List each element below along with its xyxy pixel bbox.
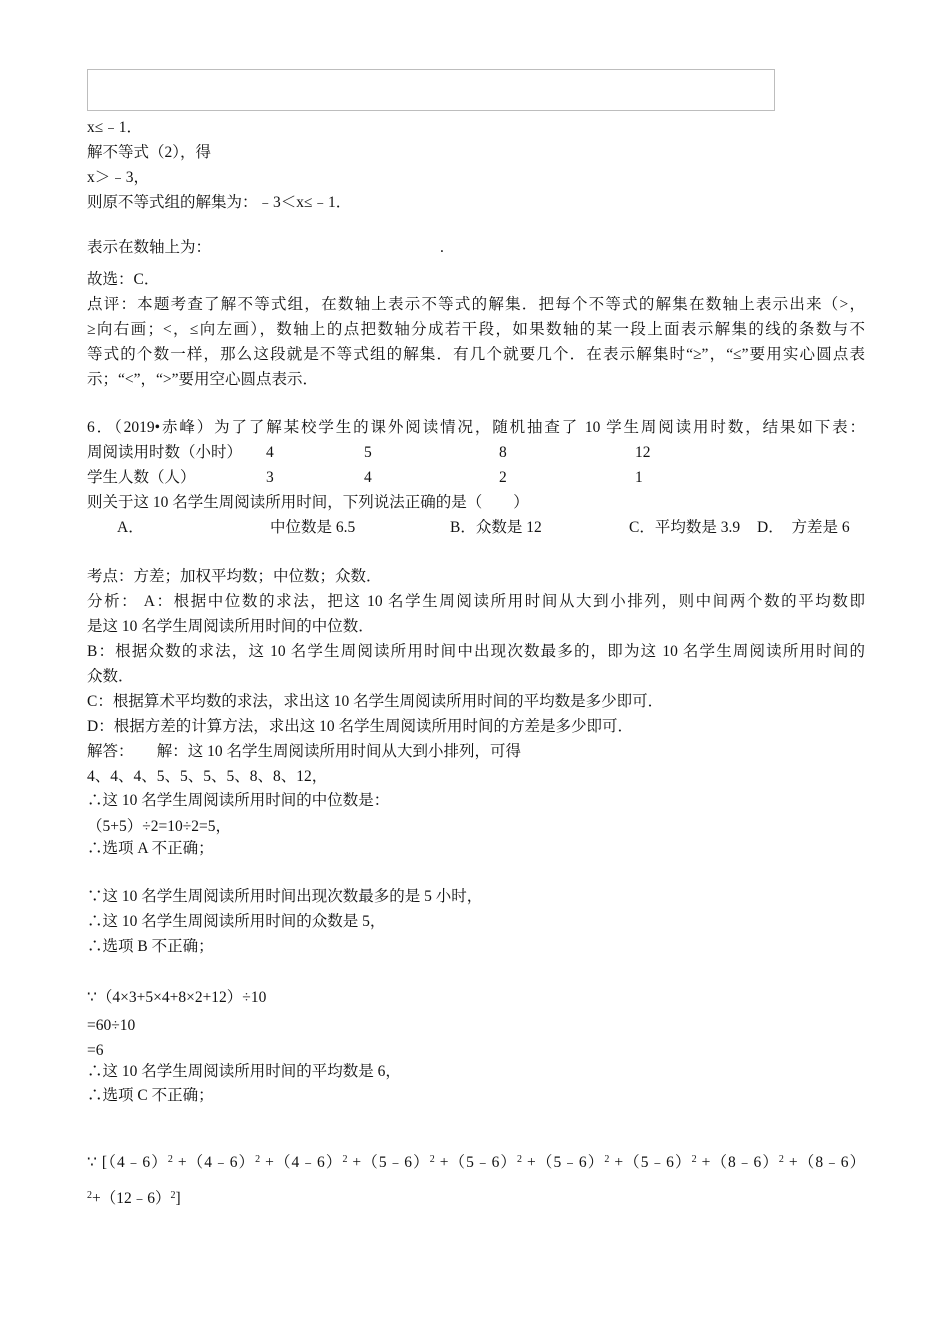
option-b: B．众数是 12	[450, 519, 542, 536]
solution-line: ∵这 10 名学生周阅读所用时间出现次数最多的是 5 小时，	[87, 888, 483, 905]
variance-formula	[87, 1150, 865, 1173]
table-cell: 8	[499, 444, 507, 461]
table-header-cell: 周阅读用时数（小时）	[87, 444, 243, 461]
text-line: x≤﹣1．	[87, 119, 143, 136]
comment-line: 等式的个数一样，那么这段就是不等式组的解集．有几个就要几个．在表示解集时“≥”，“≤”要用实心圆点表	[87, 346, 865, 363]
variance-term: +（4﹣6）$^2$	[177, 1154, 261, 1171]
because-symbol: ∵	[87, 1154, 97, 1171]
solution-line: ∴选项 C 不正确；	[87, 1087, 214, 1104]
comment-line: ≥向右画；<，≤向左画），数轴上的点把数轴分成若干段，如果数轴的某一段上面表示解集的线的条数与不	[87, 321, 865, 338]
question-6-prompt: 则关于这 10 名学生周阅读所用时间，下列说法正确的是（ ）	[87, 494, 529, 511]
text-line: x＞﹣3，	[87, 169, 150, 186]
variance-term: +（4﹣6）$^2$	[265, 1154, 348, 1171]
kaodian: 考点：方差；加权平均数；中位数；众数．	[87, 568, 382, 585]
option-c: C．平均数是 3.9	[629, 519, 741, 536]
option-a-label: A．	[117, 519, 144, 536]
variance-term: [（4﹣6）$^2$	[101, 1154, 173, 1171]
variance-term: +（8﹣6）$^2$	[701, 1154, 784, 1171]
analysis-line: C：根据算术平均数的求法，求出这 10 名学生周阅读所用时间的平均数是多少即可．	[87, 693, 664, 710]
numberline-label: 表示在数轴上为：	[87, 239, 212, 256]
solution-line: ∴这 10 名学生周阅读所用时间的平均数是 6，	[87, 1063, 401, 1080]
text-line: 解不等式（2），得	[87, 144, 212, 161]
analysis-line: B：根据众数的求法，这 10 名学生周阅读所用时间中出现次数最多的，即为这 10 名学生周阅读所用时间的	[87, 643, 865, 660]
table-cell: 4	[266, 444, 274, 461]
solution-line: 解答： 解：这 10 名学生周阅读所用时间从大到小排列，可得	[87, 743, 522, 760]
variance-term: +（5﹣6）$^2$	[352, 1154, 435, 1171]
solution-line: 4、4、4、5、5、5、5、8、8、12，	[87, 768, 328, 785]
solution-line: =60÷10	[87, 1017, 136, 1034]
comment-line: 点评：本题考查了解不等式组，在数轴上表示不等式的解集．把每个不等式的解集在数轴上表示出来（>，	[87, 296, 865, 313]
variance-formula-continued: $^2$+（12﹣6）$^2$]	[87, 1190, 181, 1207]
table-header-cell: 学生人数（人）	[87, 469, 196, 486]
text-line: 则原不等式组的解集为：﹣3＜x≤﹣1．	[87, 194, 352, 211]
variance-term: +（8﹣6）	[788, 1154, 866, 1171]
table-cell: 1	[635, 469, 643, 486]
table-cell: 5	[364, 444, 372, 461]
solution-line: ∴这 10 名学生周阅读所用时间的众数是 5，	[87, 913, 386, 930]
variance-term: +（5﹣6）$^2$	[439, 1154, 523, 1171]
analysis-line: 众数．	[87, 668, 134, 685]
solution-line: ∵（4×3+5×4+8×2+12）÷10	[87, 989, 267, 1006]
table-cell: 4	[364, 469, 372, 486]
variance-term: +（5﹣6）$^2$	[527, 1154, 610, 1171]
solution-line: ∴这 10 名学生周阅读所用时间的中位数是：	[87, 792, 390, 809]
option-a-text: 中位数是 6.5	[270, 519, 356, 536]
table-cell: 3	[266, 469, 274, 486]
answer-5: 故选：C．	[87, 271, 160, 288]
table-cell: 2	[499, 469, 507, 486]
comment-line: 示；“<”，“>”要用空心圆点表示．	[87, 371, 319, 388]
numberline-dot: .	[440, 239, 444, 256]
solution-line: =6	[87, 1042, 104, 1059]
question-6-stem: 6．（2019•赤峰）为了了解某校学生的课外阅读情况，随机抽查了 10 学生周阅读用时数，结果如下表：	[87, 419, 865, 436]
variance-term: +（5﹣6）$^2$	[614, 1154, 697, 1171]
analysis-line: D：根据方差的计算方法，求出这 10 名学生周阅读所用时间的方差是多少即可．	[87, 718, 633, 735]
solution-line: ∴选项 B 不正确；	[87, 938, 214, 955]
analysis-line: 是这 10 名学生周阅读所用时间的中位数．	[87, 618, 374, 635]
table-cell: 12	[635, 444, 651, 461]
analysis-line: 分析： A：根据中位数的求法，把这 10 名学生周阅读所用时间从大到小排列，则中间两个数的平均数即	[87, 593, 865, 610]
solution-line: ∴选项 A 不正确；	[87, 840, 214, 857]
solution-line: （5+5）÷2=10÷2=5，	[87, 818, 231, 835]
image-placeholder-box	[87, 69, 775, 111]
option-d: D． 方差是 6	[757, 519, 850, 536]
